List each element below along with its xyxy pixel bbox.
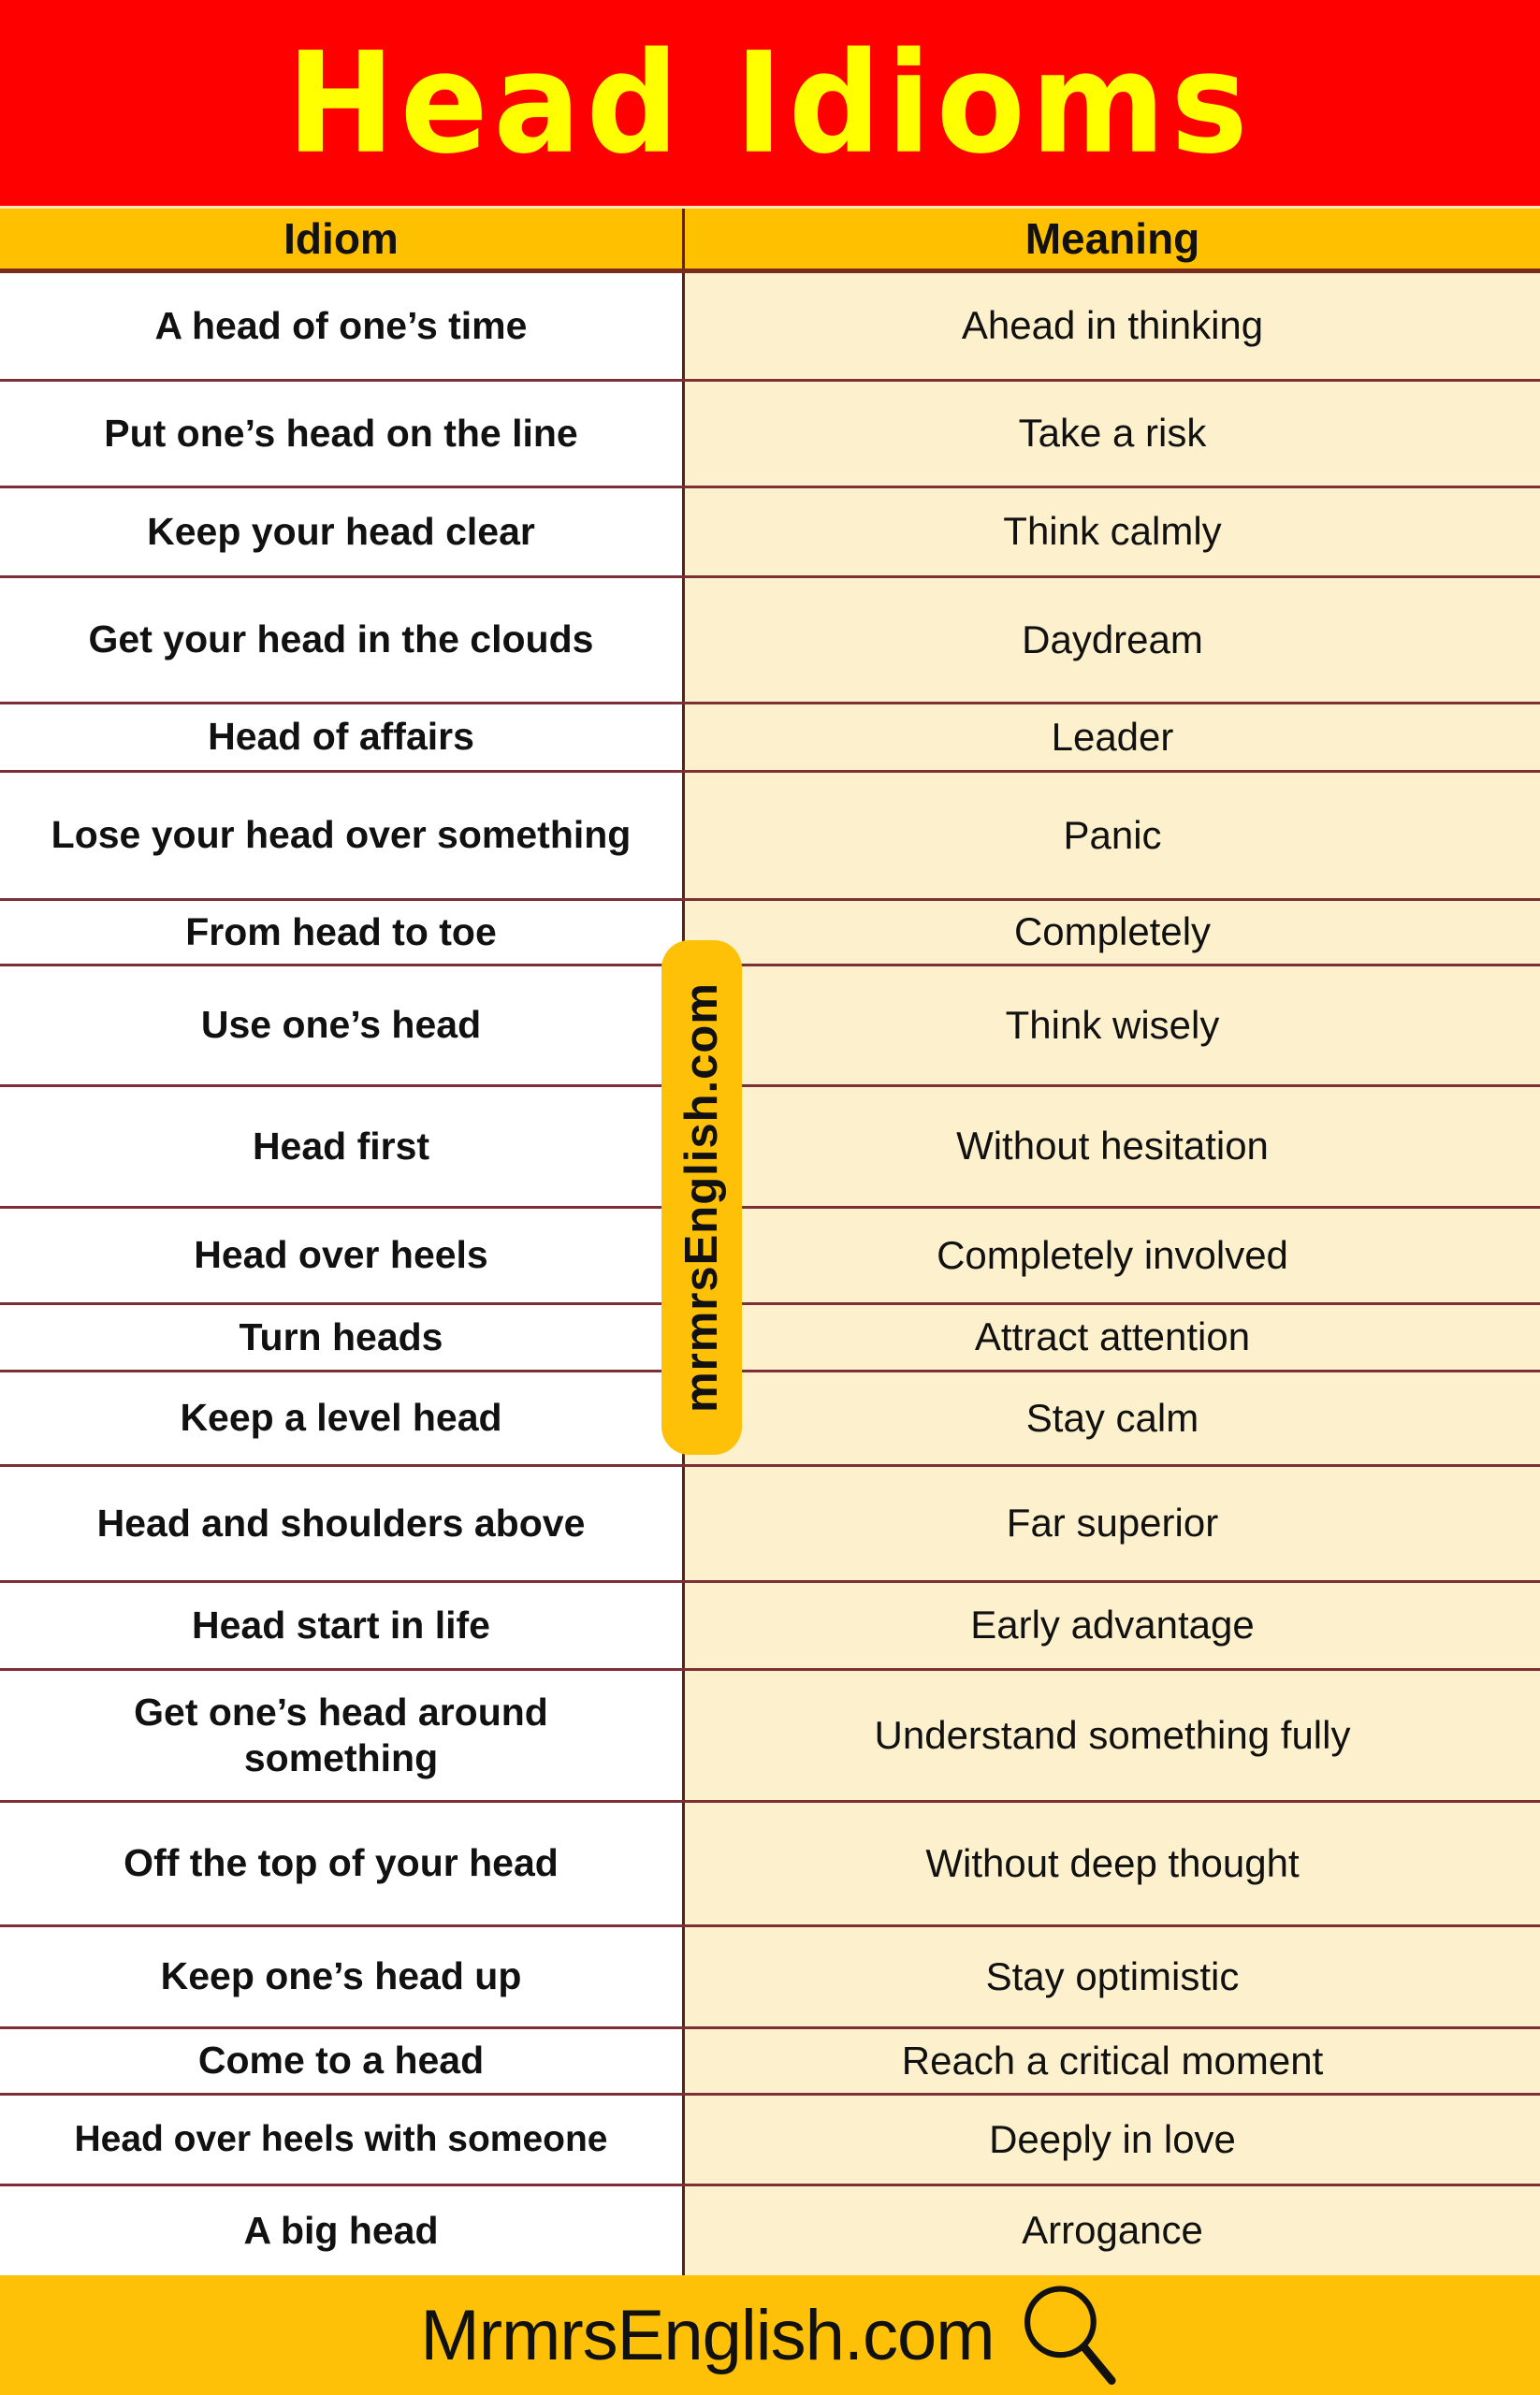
table-row (0, 966, 1540, 1087)
meaning-text: Stay optimistic (985, 1953, 1240, 1998)
idiom-cell (0, 1209, 685, 1302)
idiom-text: Put one’s head on the line (104, 411, 578, 455)
table-row (0, 901, 1540, 966)
idiom-text: Head of affairs (208, 715, 474, 759)
idiom-cell (0, 382, 685, 486)
meaning-cell (685, 1372, 1540, 1464)
meaning-cell (685, 578, 1540, 702)
table-row (0, 273, 1540, 382)
idiom-text: From head to toe (185, 909, 497, 953)
table-row (0, 1087, 1540, 1209)
meaning-text: Leader (1051, 714, 1174, 759)
meaning-text: Attract attention (974, 1314, 1251, 1359)
idiom-text: Lose your head over something (51, 813, 632, 857)
meaning-cell (685, 1209, 1540, 1302)
idiom-cell (0, 1803, 685, 1924)
idiom-text: Get your head in the clouds (88, 617, 594, 661)
idiom-text: Head over heels with someone (74, 2118, 608, 2159)
idiom-cell (0, 578, 685, 702)
idiom-cell (0, 773, 685, 898)
table-row (0, 1372, 1540, 1467)
meaning-cell (685, 1467, 1540, 1580)
meaning-cell (685, 1583, 1540, 1668)
idiom-text: Keep one’s head up (160, 1954, 522, 1998)
idiom-text: Keep your head clear (147, 509, 535, 553)
table-row (0, 704, 1540, 773)
idiom-cell (0, 2096, 685, 2184)
idiom-cell (0, 1671, 685, 1800)
idiom-text: Head and shoulders above (96, 1501, 586, 1545)
table-row (0, 1671, 1540, 1803)
idiom-text: Use one’s head (200, 1003, 482, 1047)
table-row (0, 1803, 1540, 1927)
idiom-cell (0, 1927, 685, 2026)
meaning-text: Early advantage (970, 1603, 1255, 1647)
meaning-cell (685, 2029, 1540, 2093)
idiom-cell (0, 488, 685, 575)
search-icon (1021, 2283, 1120, 2388)
table-column-header (0, 206, 1540, 273)
meaning-text: Take a risk (1018, 411, 1207, 456)
meaning-cell (685, 2096, 1540, 2184)
idioms-table (0, 273, 1540, 2275)
meaning-column-header: Meaning (1024, 214, 1200, 263)
meaning-text: Ahead in thinking (961, 303, 1264, 348)
meaning-cell (685, 1671, 1540, 1800)
meaning-cell (685, 1305, 1540, 1370)
idiom-text: Come to a head (197, 2039, 485, 2083)
idiom-cell (0, 1305, 685, 1370)
meaning-text: Far superior (1006, 1501, 1219, 1546)
meaning-text: Reach a critical moment (901, 2038, 1324, 2083)
idiom-cell (0, 704, 685, 770)
idiom-text: Turn heads (239, 1314, 443, 1358)
table-row (0, 2096, 1540, 2186)
idiom-text: Head over heels (194, 1233, 488, 1277)
meaning-text: Think wisely (1005, 1002, 1220, 1047)
idiom-cell (0, 901, 685, 964)
title-banner (0, 0, 1540, 206)
meaning-text: Deeply in love (989, 2116, 1236, 2161)
idiom-text: Keep a level head (180, 1396, 502, 1440)
meaning-text: Completely involved (937, 1232, 1288, 1277)
idiom-cell (0, 1087, 685, 1206)
meaning-cell (685, 901, 1540, 964)
meaning-text: Understand something fully (874, 1712, 1351, 1757)
watermark-badge (661, 940, 742, 1455)
table-row (0, 1583, 1540, 1671)
idiom-cell (0, 1372, 685, 1464)
table-row (0, 1209, 1540, 1305)
watermark-text: mrmrsEnglish.com (676, 982, 728, 1413)
meaning-cell (685, 1803, 1540, 1924)
meaning-cell (685, 2186, 1540, 2275)
meaning-cell (685, 773, 1540, 898)
idiom-cell (0, 2029, 685, 2093)
table-row (0, 2186, 1540, 2275)
idiom-cell (0, 273, 685, 379)
meaning-cell (685, 966, 1540, 1084)
page-title: Head Idioms (286, 22, 1254, 184)
idiom-text: Head first (252, 1124, 430, 1168)
meaning-text: Without deep thought (925, 1840, 1300, 1885)
meaning-text: Completely (1013, 909, 1212, 954)
idiom-cell (0, 1583, 685, 1668)
idiom-text: A head of one’s time (154, 303, 528, 347)
table-row (0, 1467, 1540, 1583)
table-row (0, 773, 1540, 901)
table-row (0, 578, 1540, 704)
footer-site-label: MrmrsEnglish.com (420, 2295, 995, 2375)
table-row (0, 382, 1540, 488)
meaning-cell (685, 488, 1540, 575)
table-row (0, 1927, 1540, 2029)
table-row (0, 1305, 1540, 1372)
meaning-text: Daydream (1022, 617, 1203, 661)
meaning-text: Panic (1063, 812, 1162, 857)
idiom-text: A big head (243, 2208, 439, 2252)
table-row (0, 488, 1540, 578)
meaning-cell (685, 1927, 1540, 2026)
idiom-text: Off the top of your head (123, 1841, 559, 1885)
idiom-cell (0, 2186, 685, 2275)
meaning-cell (685, 382, 1540, 486)
idiom-text: Head start in life (192, 1603, 490, 1647)
idiom-cell (0, 1467, 685, 1580)
meaning-cell (685, 1087, 1540, 1206)
meaning-cell (685, 273, 1540, 379)
idiom-cell (0, 966, 685, 1084)
table-row (0, 2029, 1540, 2096)
meaning-text: Arrogance (1022, 2208, 1203, 2253)
meaning-text: Think calmly (1003, 509, 1222, 554)
meaning-text: Without hesitation (956, 1124, 1269, 1168)
meaning-cell (685, 704, 1540, 770)
idiom-column-header: Idiom (0, 209, 685, 269)
footer-banner (0, 2275, 1540, 2395)
meaning-text: Stay calm (1025, 1395, 1199, 1440)
idiom-text: Get one’s head around something (134, 1690, 548, 1779)
